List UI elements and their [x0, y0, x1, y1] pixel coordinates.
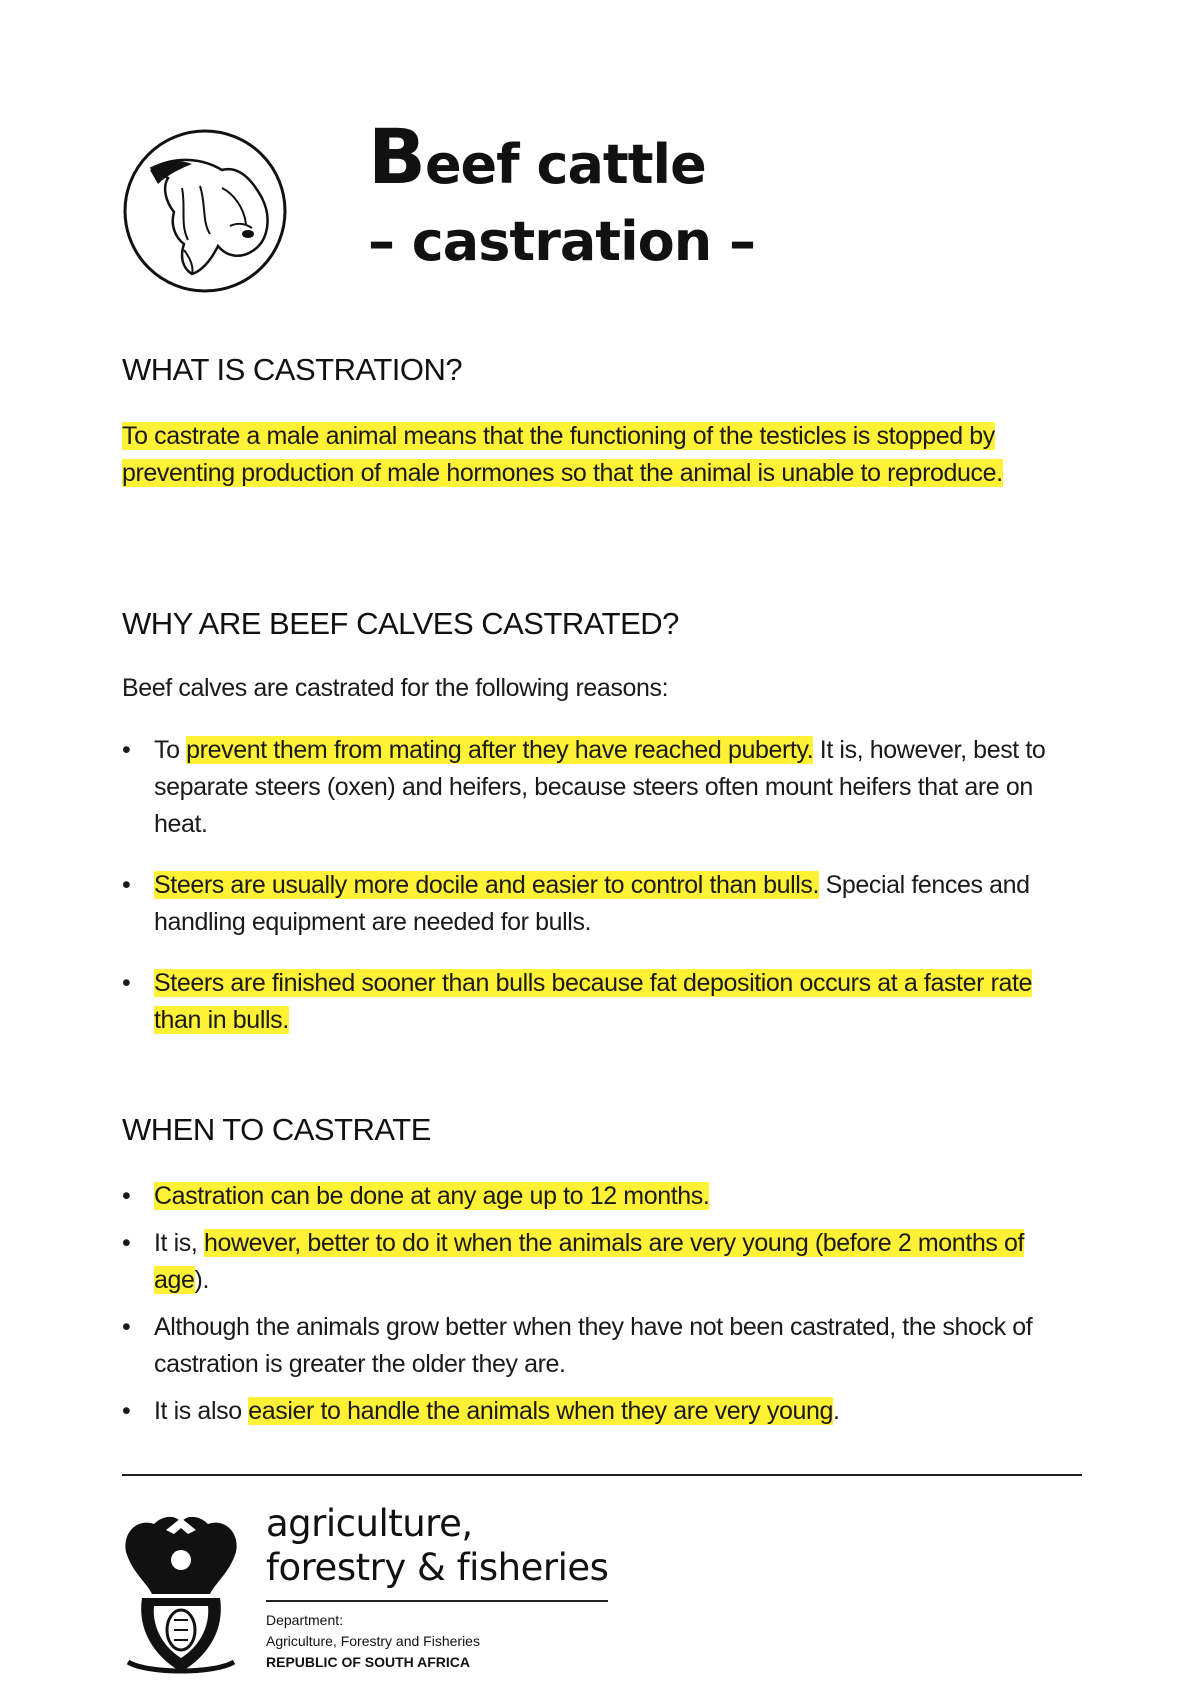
section-heading-why: WHY ARE BEEF CALVES CASTRATED?	[122, 606, 679, 641]
bullet-icon: •	[122, 871, 131, 899]
list-item	[122, 1393, 1074, 1430]
what-paragraph	[122, 418, 1042, 492]
cattle-head-icon	[122, 128, 288, 294]
bullet-text: Special fences and handling equipment are needed for bulls.	[154, 871, 1030, 936]
bullet-highlight: easier to handle the animals when they are very young	[248, 1397, 833, 1425]
bullet-highlight: however, better to do it when the animals are very young (before 2 months of age	[154, 1229, 1025, 1294]
department-name-line1: agriculture,	[266, 1502, 473, 1545]
department-name	[266, 1502, 608, 1590]
department-divider	[266, 1600, 608, 1602]
page-subtitle: – castration –	[368, 210, 755, 273]
department-details	[266, 1610, 480, 1673]
bullet-text: Although the animals grow better when they have not been castrated, the shock of castration is greater the older they are.	[154, 1313, 1033, 1378]
bullet-text: ).	[194, 1266, 209, 1294]
list-item	[122, 965, 1074, 1039]
bullet-icon: •	[122, 1182, 131, 1210]
bullet-text: To	[154, 736, 187, 764]
bullet-icon: •	[122, 736, 131, 764]
section-heading-what: WHAT IS CASTRATION?	[122, 352, 463, 387]
country-name: REPUBLIC OF SOUTH AFRICA	[266, 1654, 471, 1670]
coat-of-arms-icon	[118, 1512, 244, 1680]
list-item	[122, 1309, 1074, 1383]
title-rest: eef cattle	[424, 133, 706, 196]
department-name-line2: forestry & fisheries	[266, 1546, 609, 1589]
what-paragraph-text: To castrate a male animal means that the functioning of the testicles is stopped by preventing production of male hormones so that the animal is unable to reproduce.	[122, 422, 1003, 487]
bullet-icon: •	[122, 1313, 131, 1341]
department-full-name: Agriculture, Forestry and Fisheries	[266, 1633, 480, 1649]
bullet-icon: •	[122, 1397, 131, 1425]
list-item	[122, 867, 1090, 941]
bullet-highlight: Steers are finished sooner than bulls because fat deposition occurs at a faster rate than in bulls.	[154, 969, 1033, 1034]
bullet-text: It is,	[154, 1229, 204, 1257]
list-item	[122, 1178, 1074, 1215]
section-heading-when: WHEN TO CASTRATE	[122, 1112, 431, 1147]
bullet-text: .	[832, 1397, 840, 1425]
when-bullet-list	[122, 1178, 1062, 1430]
footer-divider	[122, 1474, 1082, 1476]
bullet-icon: •	[122, 969, 131, 997]
bullet-highlight: prevent them from mating after they have reached puberty.	[186, 736, 814, 764]
page-title	[368, 112, 706, 201]
list-item	[122, 732, 1054, 843]
bullet-highlight: Castration can be done at any age up to 12 months.	[154, 1182, 710, 1210]
bullet-icon: •	[122, 1229, 131, 1257]
why-intro: Beef calves are castrated for the following reasons:	[122, 674, 669, 702]
title-initial: B	[368, 112, 425, 201]
bullet-highlight: Steers are usually more docile and easier to control than bulls.	[154, 871, 820, 899]
department-label: Department:	[266, 1612, 344, 1628]
bullet-text: It is also	[154, 1397, 249, 1425]
bullet-text: It is, however, best to separate steers (oxen) and heifers, because steers often mount heifers that are on heat.	[154, 736, 1046, 838]
list-item	[122, 1225, 1074, 1299]
why-bullet-list	[122, 732, 1062, 1039]
